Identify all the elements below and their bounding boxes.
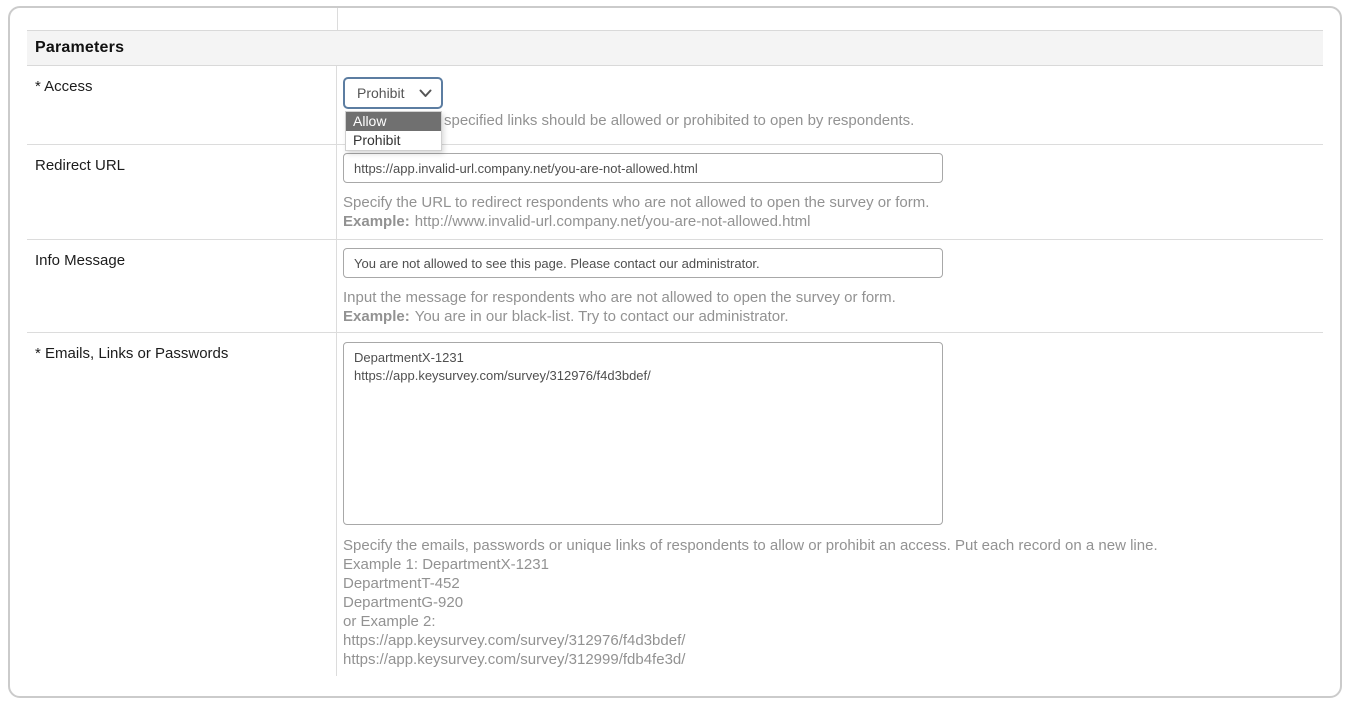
chevron-down-icon <box>419 89 432 98</box>
emails-help-line: DepartmentT-452 <box>343 575 460 592</box>
info-message-help <box>343 288 1323 326</box>
info-message-input[interactable] <box>343 248 943 278</box>
previous-row-sliver <box>27 8 1323 30</box>
field-label-emails: * Emails, Links or Passwords <box>27 333 337 676</box>
field-label-info-message: Info Message <box>27 240 337 332</box>
emails-help-line: https://app.keysurvey.com/survey/312976/f4d3bdef/ <box>343 632 686 649</box>
row-redirect-url <box>27 145 1323 240</box>
example-text: http://www.invalid-url.company.net/you-are-not-allowed.html <box>414 213 811 230</box>
parameters-title: Parameters <box>35 39 125 56</box>
row-emails-links-passwords <box>27 333 1323 676</box>
access-select[interactable] <box>343 77 443 109</box>
access-option-allow[interactable]: Allow <box>346 112 441 131</box>
parameters-header <box>27 30 1323 66</box>
emails-help-line: Example 1: DepartmentX-1231 <box>343 556 549 573</box>
redirect-url-content-cell <box>337 145 1323 239</box>
emails-help-line: DepartmentG-920 <box>343 594 464 611</box>
field-label-redirect-url: Redirect URL <box>27 145 337 239</box>
column-divider <box>337 8 338 30</box>
emails-help-line: or Example 2: <box>343 613 436 630</box>
example-label: Example: <box>343 213 410 230</box>
example-label: Example: <box>343 308 410 325</box>
info-message-content-cell <box>337 240 1323 332</box>
emails-content-cell <box>337 333 1323 676</box>
redirect-url-input[interactable] <box>343 153 943 183</box>
info-message-help-line1: Input the message for respondents who are not allowed to open the survey or form. <box>343 289 896 306</box>
parameters-table <box>27 8 1323 676</box>
redirect-url-help <box>343 193 1323 231</box>
emails-textarea[interactable] <box>343 342 943 525</box>
redirect-url-help-line1: Specify the URL to redirect respondents who are not allowed to open the survey or form. <box>343 194 930 211</box>
example-text: You are in our black-list. Try to contact our administrator. <box>414 308 789 325</box>
access-option-prohibit[interactable]: Prohibit <box>353 132 401 148</box>
field-label-access: * Access <box>27 66 337 144</box>
access-dropdown-list <box>345 111 442 151</box>
info-message-help-line2 <box>343 307 1323 326</box>
access-content-cell <box>337 66 1323 148</box>
emails-help <box>343 536 1323 669</box>
access-select-value: Prohibit <box>357 85 405 101</box>
parameters-panel <box>8 6 1342 698</box>
access-help-text: specified links should be allowed or prohibited to open by respondents. <box>444 112 915 129</box>
row-access <box>27 66 1323 148</box>
emails-help-line: Specify the emails, passwords or unique links of respondents to allow or prohibit an access. Put each record on a new line. <box>343 537 1158 554</box>
emails-help-line: https://app.keysurvey.com/survey/312999/fdb4fe3d/ <box>343 651 686 668</box>
row-info-message <box>27 240 1323 333</box>
redirect-url-help-line2 <box>343 212 1323 231</box>
